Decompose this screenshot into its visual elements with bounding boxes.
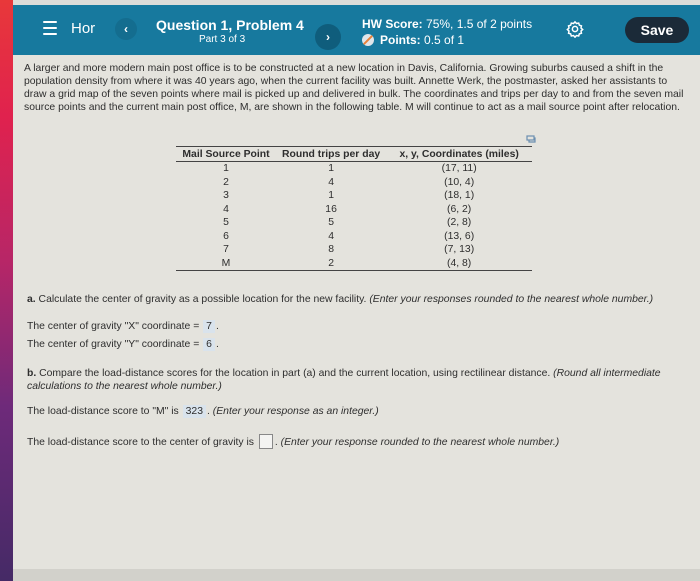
cell-coords: (4, 8) (386, 257, 532, 271)
cell-coords: (7, 13) (444, 244, 475, 255)
column-header: Mail Source Point (176, 147, 276, 162)
cell-coords: (6, 2) (447, 203, 472, 215)
table-row (176, 257, 532, 271)
table-row (176, 189, 532, 203)
cell-trips: 16 (325, 203, 337, 215)
cell-trips: 5 (328, 217, 334, 228)
previous-question-button[interactable] (115, 18, 137, 40)
ld-score-cog-line (27, 434, 559, 449)
ld-score-cog-hint: (Enter your response rounded to the nearest whole number.) (280, 437, 560, 448)
cell-point: 4 (223, 203, 229, 215)
part-a-hint: (Enter your responses rounded to the nearest whole number.) (369, 294, 654, 305)
part-b-label: b. (27, 368, 37, 379)
question-title: Question 1, Problem 4 (156, 17, 304, 33)
column-header: Round trips per day (276, 147, 386, 162)
problem-content (24, 62, 690, 114)
period: . (215, 339, 219, 350)
part-b-text: Compare the load-distance scores for the location in part (a) and the current location, using rectilinear distance. (36, 368, 554, 379)
hamburger-menu-icon[interactable] (43, 21, 57, 35)
part-a-text: Calculate the center of gravity as a possible location for the new facility. (35, 294, 370, 305)
ld-score-m-answer[interactable]: 323 (183, 405, 206, 418)
table-row (176, 230, 532, 244)
ld-score-m-label: The load-distance score to "M" is (27, 406, 182, 417)
cog-x-answer[interactable]: 7 (203, 320, 215, 333)
part-a-prompt (27, 294, 653, 305)
cell-coords: (18, 1) (444, 190, 475, 201)
cog-y-answer[interactable]: 6 (203, 338, 215, 351)
cell-trips: 1 (328, 190, 334, 201)
cell-point: 7 (223, 244, 229, 255)
table-row (176, 203, 532, 217)
expand-table-icon[interactable] (526, 135, 536, 143)
cog-y-label: The center of gravity "Y" coordinate = (27, 339, 203, 350)
table-row (176, 176, 532, 190)
cell-coords: (2, 8) (447, 217, 472, 228)
points-label: Points: (380, 33, 421, 47)
ld-score-m-hint: (Enter your response as an integer.) (212, 406, 379, 417)
period: . (215, 321, 219, 332)
cell-trips: 4 (328, 230, 334, 242)
problem-intro: A larger and more modern main post office is to be constructed at a new location in Davis, California. Growing suburbs caused a shift in the population density from where it was 40 years ago, when the current facility was built. Annette Werk, the postmaster, asked her assistants to draw a grid map of the seven points where mail is picked up and delivered in bulk. The coordinates and trips per day to and from the seven mail source points and the current main post office, M, are shown in the following table. M will continue to act as a mail source point after relocation. (24, 63, 684, 113)
next-question-button[interactable] (315, 24, 341, 50)
cog-y-line (27, 338, 219, 351)
cell-point: 1 (223, 163, 229, 174)
cog-x-line (27, 320, 219, 333)
ld-score-cog-label: The load-distance score to the center of gravity is (27, 437, 257, 448)
cell-trips: 1 (328, 163, 334, 174)
ld-score-cog-input[interactable] (259, 434, 273, 449)
cell-trips: 8 (328, 244, 334, 255)
cell-coords: (13, 6) (444, 230, 475, 242)
question-part: Part 3 of 3 (199, 34, 246, 45)
hw-score-value: 75%, 1.5 of 2 points (426, 17, 533, 31)
column-header: x, y, Coordinates (miles) (386, 147, 532, 162)
part-b-prompt (27, 367, 661, 393)
hw-score-label: HW Score: (362, 17, 423, 31)
points-value: 0.5 of 1 (424, 33, 465, 47)
table-row (176, 216, 532, 230)
cell-trips: 4 (328, 176, 334, 188)
points (362, 33, 464, 47)
part-b-hint: (Round all intermediate (553, 368, 661, 379)
bottom-edge (13, 569, 700, 581)
cell-point: 2 (223, 176, 229, 188)
cell-coords: (17, 11) (441, 163, 477, 174)
mail-source-table (176, 146, 532, 271)
home-link[interactable]: Hor (71, 20, 96, 37)
gear-icon[interactable] (566, 20, 584, 38)
chevron-right-icon: › (326, 30, 330, 44)
chevron-left-icon: ‹ (124, 22, 128, 36)
partial-credit-icon (362, 34, 374, 46)
table-row (176, 243, 532, 257)
cell-coords: (10, 4) (444, 176, 475, 188)
cell-point: 6 (223, 230, 229, 242)
cell-point: 5 (223, 217, 229, 228)
cell-point: M (176, 257, 276, 271)
header-bar (13, 5, 700, 55)
period: . (274, 437, 278, 448)
ld-score-m-line (27, 405, 379, 418)
part-b-hint-cont: calculations to the nearest whole number.) (27, 381, 222, 392)
screen-edge-strip (0, 0, 13, 581)
table-row (176, 162, 532, 176)
part-a-label: a. (27, 294, 36, 305)
save-button[interactable]: Save (625, 17, 689, 43)
hw-score (362, 17, 532, 31)
cell-trips: 2 (276, 257, 386, 271)
cell-point: 3 (223, 190, 229, 201)
period: . (207, 406, 210, 417)
cog-x-label: The center of gravity "X" coordinate = (27, 321, 203, 332)
